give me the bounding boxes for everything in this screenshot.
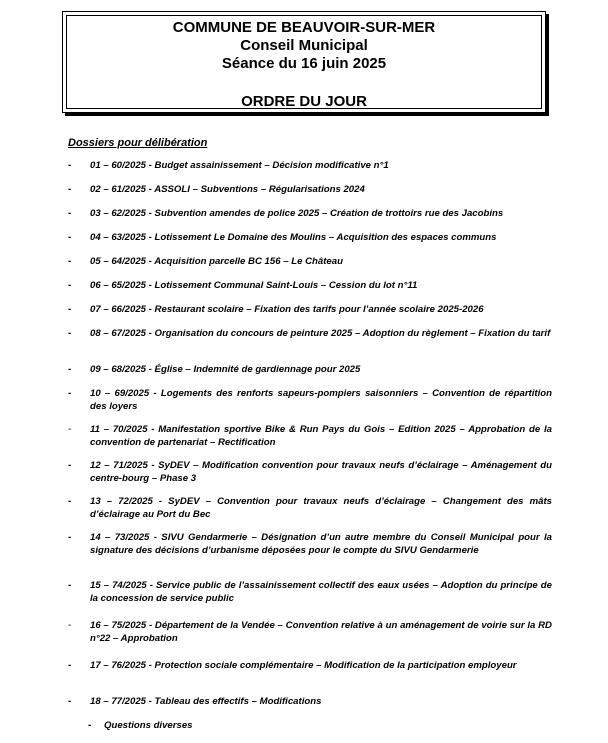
list-bullet: - xyxy=(68,280,72,291)
agenda-item-ref: 04 – 63/2025 - xyxy=(90,232,152,243)
list-bullet: - xyxy=(68,256,72,267)
agenda-item-text: Lotissement Communal Saint-Louis – Cession du lot n°11 xyxy=(151,280,418,291)
agenda-item xyxy=(90,280,552,293)
agenda-item xyxy=(90,580,552,605)
list-bullet: - xyxy=(68,184,72,195)
agenda-item-text: Département de la Vendée – Convention relative à un aménagement de voirie sur la RD n°22 – Approbation xyxy=(90,620,552,644)
list-bullet: - xyxy=(68,208,72,219)
list-bullet: - xyxy=(68,696,72,707)
agenda-item xyxy=(90,532,552,557)
agenda-item xyxy=(90,496,552,521)
agenda-item-text: Logements des renforts sapeurs-pompiers saisonniers – Convention de répartition des loyers xyxy=(90,388,552,412)
list-bullet: - xyxy=(68,364,72,375)
agenda-item-ref: 12 – 71/2025 - xyxy=(90,460,155,471)
agenda-item-text: Service public de l’assainissement collectif des eaux usées – Adoption du principe de la concession de service public xyxy=(90,580,552,604)
agenda-item-text: SyDEV – Convention pour travaux neufs d’éclairage – Changement des mâts d’éclairage au Port du Bec xyxy=(90,496,552,520)
questions-diverses: Questions diverses xyxy=(104,720,193,731)
agenda-item-ref: 17 – 76/2025 - xyxy=(90,660,152,671)
agenda-item-ref: 03 – 62/2025 - xyxy=(90,208,152,219)
list-bullet: - xyxy=(68,620,72,631)
agenda-item xyxy=(90,232,552,245)
agenda-item-text: Subvention amendes de police 2025 – Création de trottoirs rue des Jacobins xyxy=(151,208,504,219)
agenda-item-text: Église – Indemnité de gardiennage pour 2025 xyxy=(151,364,361,375)
agenda-item xyxy=(90,328,552,341)
agenda-item-ref: 02 – 61/2025 - xyxy=(90,184,152,195)
session-date: Séance du 16 juin 2025 xyxy=(221,55,387,72)
list-bullet: - xyxy=(68,532,72,543)
agenda-item-text: Tableau des effectifs – Modifications xyxy=(151,696,322,707)
list-bullet: - xyxy=(68,460,72,471)
agenda-item-ref: 18 – 77/2025 - xyxy=(90,696,152,707)
section-heading: Dossiers pour délibération xyxy=(68,137,208,149)
agenda-item-text: Organisation du concours de peinture 2025 – Adoption du règlement – Fixation du tarif xyxy=(151,328,551,339)
agenda-item-text: Manifestation sportive Bike & Run Pays du Gois – Edition 2025 – Approbation de la convention de partenariat – Rectification xyxy=(90,424,552,448)
agenda-item-text: Lotissement Le Domaine des Moulins – Acquisition des espaces communs xyxy=(151,232,497,243)
list-bullet: - xyxy=(88,720,92,731)
agenda-item xyxy=(90,696,552,709)
agenda-item xyxy=(90,256,552,269)
agenda-item xyxy=(90,304,552,317)
commune-name: COMMUNE DE BEAUVOIR-SUR-MER xyxy=(172,19,436,36)
list-bullet: - xyxy=(68,580,72,591)
agenda-item-text: Restaurant scolaire – Fixation des tarifs pour l’année scolaire 2025-2026 xyxy=(151,304,484,315)
agenda-item-ref: 15 – 74/2025 - xyxy=(90,580,153,591)
list-bullet: - xyxy=(68,496,72,507)
header-inner-border xyxy=(66,15,542,109)
agenda-item-text: Budget assainissement – Décision modificative n°1 xyxy=(151,160,389,171)
agenda-title: ORDRE DU JOUR xyxy=(241,93,367,110)
header-box xyxy=(62,11,546,113)
list-bullet: - xyxy=(68,304,72,315)
agenda-item-ref: 01 – 60/2025 - xyxy=(90,160,152,171)
agenda-item-text: Acquisition parcelle BC 156 – Le Château xyxy=(151,256,343,267)
agenda-item-ref: 06 – 65/2025 - xyxy=(90,280,152,291)
agenda-item-ref: 16 – 75/2025 - xyxy=(90,620,153,631)
agenda-item xyxy=(90,208,552,221)
agenda-item-ref: 10 – 69/2025 - xyxy=(90,388,157,399)
agenda-item-text: ASSOLI – Subventions – Régularisations 2024 xyxy=(151,184,365,195)
list-bullet: - xyxy=(68,160,72,171)
agenda-item xyxy=(90,184,552,197)
agenda-item-ref: 14 – 73/2025 - xyxy=(90,532,157,543)
agenda-item-ref: 08 – 67/2025 - xyxy=(90,328,152,339)
agenda-item-ref: 05 – 64/2025 - xyxy=(90,256,152,267)
agenda-item-ref: 09 – 68/2025 - xyxy=(90,364,152,375)
list-bullet: - xyxy=(68,328,72,339)
agenda-item-ref: 11 – 70/2025 - xyxy=(90,424,155,435)
agenda-item xyxy=(90,388,552,413)
agenda-item-text: SyDEV – Modification convention pour travaux neufs d’éclairage – Aménagement du centre-bourg – Phase 3 xyxy=(90,460,552,484)
agenda-item xyxy=(90,460,552,485)
agenda-item xyxy=(90,364,552,377)
agenda-item xyxy=(90,660,552,673)
list-bullet: - xyxy=(68,388,72,399)
agenda-item-text: SIVU Gendarmerie – Désignation d’un autre membre du Conseil Municipal pour la signature des décisions d’urbanisme déposées pour le compte du SIVU Gendarmerie xyxy=(90,532,552,556)
list-bullet: - xyxy=(68,424,72,435)
agenda-item xyxy=(90,160,552,173)
council-name: Conseil Municipal xyxy=(240,37,368,54)
agenda-item xyxy=(90,424,552,449)
agenda-item-ref: 13 – 72/2025 - xyxy=(90,496,163,507)
list-bullet: - xyxy=(68,660,72,671)
agenda-item xyxy=(90,620,552,645)
agenda-item-text: Protection sociale complémentaire – Modification de la participation employeur xyxy=(151,660,517,671)
agenda-item-ref: 07 – 66/2025 - xyxy=(90,304,152,315)
list-bullet: - xyxy=(68,232,72,243)
